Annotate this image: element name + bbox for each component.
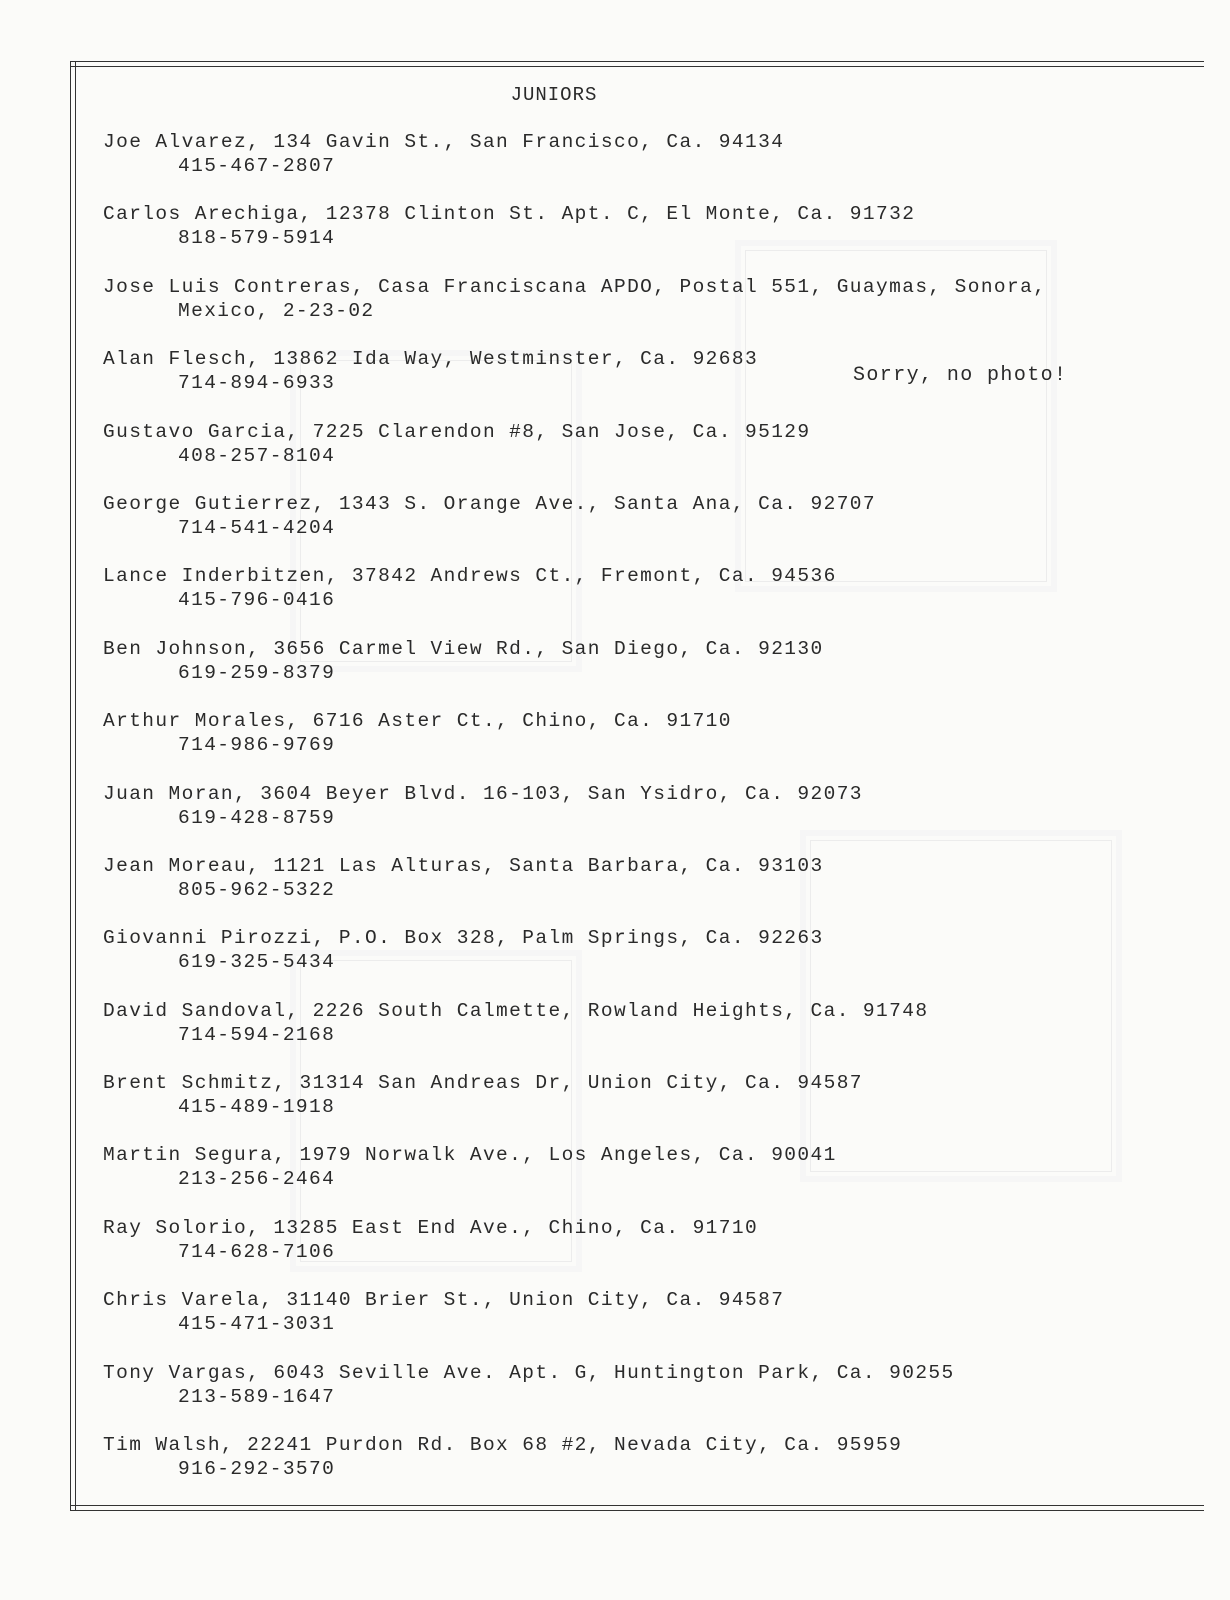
entry-address: Jose Luis Contreras, Casa Franciscana APDO, Postal 551, Guaymas, Sonora, <box>103 275 1047 298</box>
entry-address: David Sandoval, 2226 South Calmette, Rowland Heights, Ca. 91748 <box>103 999 929 1022</box>
directory-entry <box>103 1433 1213 1505</box>
entry-address: Martin Segura, 1979 Norwalk Ave., Los Angeles, Ca. 90041 <box>103 1144 837 1167</box>
entry-address: Alan Flesch, 13862 Ida Way, Westminster, Ca. 92683 <box>103 348 759 371</box>
page-title-text: JUNIORS <box>510 84 598 106</box>
directory-entry <box>103 999 1213 1071</box>
entry-phone: 415-489-1918 <box>178 1096 336 1119</box>
entry-address: Giovanni Pirozzi, P.O. Box 328, Palm Springs, Ca. 92263 <box>103 927 824 950</box>
directory-entry <box>103 130 1213 202</box>
entry-phone: 213-589-1647 <box>178 1385 336 1408</box>
entry-address: Ben Johnson, 3656 Carmel View Rd., San Diego, Ca. 92130 <box>103 637 824 660</box>
entry-phone: 415-471-3031 <box>178 1313 336 1336</box>
entry-phone: 818-579-5914 <box>178 227 336 250</box>
directory-entry <box>103 854 1213 926</box>
directory-entry <box>103 709 1213 781</box>
directory-entry <box>103 1143 1213 1215</box>
entry-phone: 619-259-8379 <box>178 661 336 684</box>
directory-entry <box>103 347 1213 419</box>
directory-entry <box>103 1071 1213 1143</box>
directory-entry <box>103 492 1213 564</box>
frame-bottom-line-inner <box>70 1510 1204 1511</box>
entry-address: Tony Vargas, 6043 Seville Ave. Apt. G, Huntington Park, Ca. 90255 <box>103 1361 955 1384</box>
entry-address-continued: Mexico, 2-23-02 <box>178 299 375 322</box>
page-title <box>0 84 1100 106</box>
directory-entry <box>103 275 1213 347</box>
entry-address: Gustavo Garcia, 7225 Clarendon #8, San Jose, Ca. 95129 <box>103 420 811 443</box>
entry-phone: 619-325-5434 <box>178 951 336 974</box>
entry-phone: 619-428-8759 <box>178 806 336 829</box>
entry-phone: 916-292-3570 <box>178 1458 336 1481</box>
directory-entry <box>103 1216 1213 1288</box>
directory-entry <box>103 926 1213 998</box>
entry-address: Brent Schmitz, 31314 San Andreas Dr, Union City, Ca. 94587 <box>103 1072 863 1095</box>
frame-top-line-inner <box>70 66 1204 67</box>
frame-top-line <box>70 61 1204 62</box>
frame-left-line <box>70 61 71 1511</box>
no-photo-note: Sorry, no photo! <box>853 364 1068 387</box>
entry-address: Ray Solorio, 13285 East End Ave., Chino, Ca. 91710 <box>103 1216 759 1239</box>
entry-phone: 415-467-2807 <box>178 155 336 177</box>
entry-phone: 714-894-6933 <box>178 372 336 395</box>
entry-address: Jean Moreau, 1121 Las Alturas, Santa Barbara, Ca. 93103 <box>103 854 824 877</box>
entry-address: Chris Varela, 31140 Brier St., Union City, Ca. 94587 <box>103 1289 785 1312</box>
entry-address: Juan Moran, 3604 Beyer Blvd. 16-103, San Ysidro, Ca. 92073 <box>103 782 863 805</box>
directory-entry <box>103 202 1213 274</box>
entry-address: George Gutierrez, 1343 S. Orange Ave., Santa Ana, Ca. 92707 <box>103 492 877 515</box>
directory-entry <box>103 637 1213 709</box>
entry-address: Tim Walsh, 22241 Purdon Rd. Box 68 #2, Nevada City, Ca. 95959 <box>103 1434 903 1457</box>
directory-entry <box>103 420 1213 492</box>
entry-phone: 714-628-7106 <box>178 1240 336 1263</box>
directory-entry <box>103 782 1213 854</box>
directory-list <box>103 130 1213 1505</box>
directory-entry <box>103 564 1213 636</box>
entry-phone: 805-962-5322 <box>178 878 336 901</box>
frame-left-line-inner <box>75 61 76 1511</box>
entry-phone: 714-986-9769 <box>178 734 336 757</box>
entry-phone: 714-594-2168 <box>178 1023 336 1046</box>
entry-address: Joe Alvarez, 134 Gavin St., San Francisco, Ca. 94134 <box>103 131 785 153</box>
entry-phone: 714-541-4204 <box>178 516 336 539</box>
directory-entry <box>103 1288 1213 1360</box>
entry-address: Carlos Arechiga, 12378 Clinton St. Apt. C, El Monte, Ca. 91732 <box>103 203 916 226</box>
entry-phone: 408-257-8104 <box>178 444 336 467</box>
directory-entry <box>103 1361 1213 1433</box>
entry-phone: 415-796-0416 <box>178 589 336 612</box>
entry-address: Arthur Morales, 6716 Aster Ct., Chino, Ca. 91710 <box>103 710 732 733</box>
entry-phone: 213-256-2464 <box>178 1168 336 1191</box>
entry-address: Lance Inderbitzen, 37842 Andrews Ct., Fremont, Ca. 94536 <box>103 565 837 588</box>
